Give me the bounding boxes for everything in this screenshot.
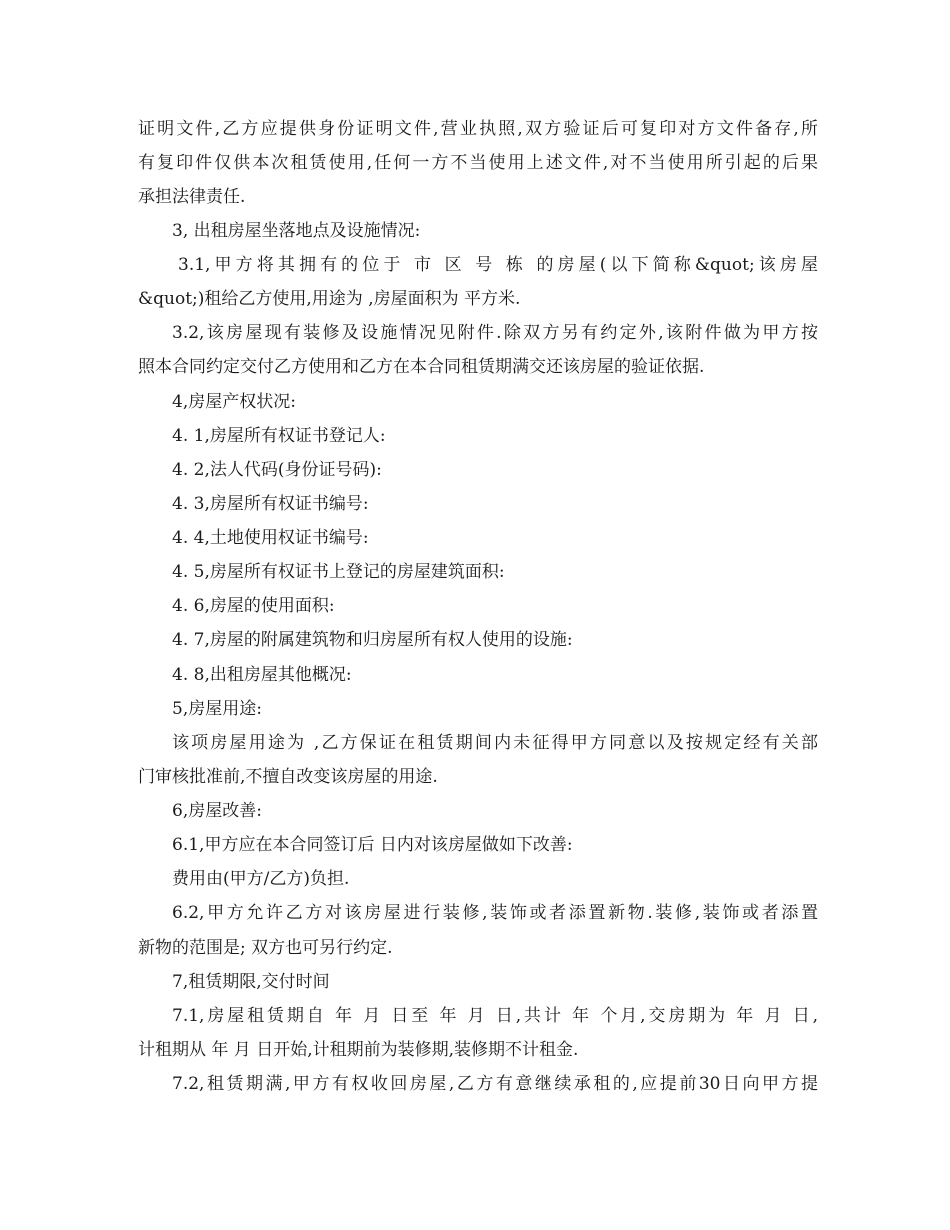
paragraph-line: 照本合同约定交付乙方使用和乙方在本合同租赁期满交还该房屋的验证依据.	[138, 357, 705, 377]
paragraph-line: 计租期从 年 月 日开始,计租期前为装修期,装修期不计租金.	[138, 1040, 579, 1060]
section-heading: 3, 出租房屋坐落地点及设施情况:	[172, 221, 421, 241]
paragraph-line: &quot;)租给乙方使用,用途为 ,房屋面积为 平方米.	[138, 289, 521, 309]
paragraph-line: 证明文件,乙方应提供身份证明文件,营业执照,双方验证后可复印对方文件备存,所	[138, 119, 818, 139]
paragraph-line: 新物的范围是; 双方也可另行约定.	[138, 938, 393, 958]
section-heading: 6,房屋改善:	[172, 801, 262, 821]
paragraph-line: 7.2,租赁期满,甲方有权收回房屋,乙方有意继续承租的,应提前30日向甲方提	[172, 1074, 818, 1094]
list-item: 4. 6,房屋的使用面积:	[172, 596, 335, 616]
paragraph-line: 7.1,房屋租赁期自 年 月 日至 年 月 日,共计 年 个月,交房期为 年 月 日,	[172, 1006, 818, 1026]
paragraph-line: 6.2,甲方允许乙方对该房屋进行装修,装饰或者添置新物.装修,装饰或者添置	[172, 903, 818, 923]
paragraph-line: 3.2,该房屋现有装修及设施情况见附件.除双方另有约定外,该附件做为甲方按	[172, 323, 818, 343]
paragraph-line: 承担法律责任.	[138, 187, 246, 207]
section-heading: 4,房屋产权状况:	[172, 392, 296, 412]
paragraph-line: 费用由(甲方/乙方)负担.	[172, 869, 350, 889]
list-item: 4. 2,法人代码(身份证号码):	[172, 460, 382, 480]
paragraph-line: 3.1,甲方将其拥有的位于 市 区 号 栋 的房屋(以下简称&quot;该房屋	[178, 255, 818, 275]
list-item: 4. 4,土地使用权证书编号:	[172, 528, 369, 548]
paragraph-line: 该项房屋用途为 ,乙方保证在租赁期间内未征得甲方同意以及按规定经有关部	[172, 733, 818, 753]
list-item: 4. 7,房屋的附属建筑物和归房屋所有权人使用的设施:	[172, 630, 573, 650]
section-heading: 7,租赁期限,交付时间	[172, 972, 330, 992]
section-heading: 5,房屋用途:	[172, 699, 262, 719]
list-item: 4. 5,房屋所有权证书上登记的房屋建筑面积:	[172, 562, 505, 582]
list-item: 4. 1,房屋所有权证书登记人:	[172, 426, 386, 446]
paragraph-line: 门审核批准前,不擅自改变该房屋的用途.	[138, 767, 438, 787]
list-item: 4. 8,出租房屋其他概况:	[172, 665, 352, 685]
list-item: 4. 3,房屋所有权证书编号:	[172, 494, 369, 514]
paragraph-line: 6.1,甲方应在本合同签订后 日内对该房屋做如下改善:	[172, 835, 573, 855]
paragraph-line: 有复印件仅供本次租赁使用,任何一方不当使用上述文件,对不当使用所引起的后果	[138, 153, 818, 173]
